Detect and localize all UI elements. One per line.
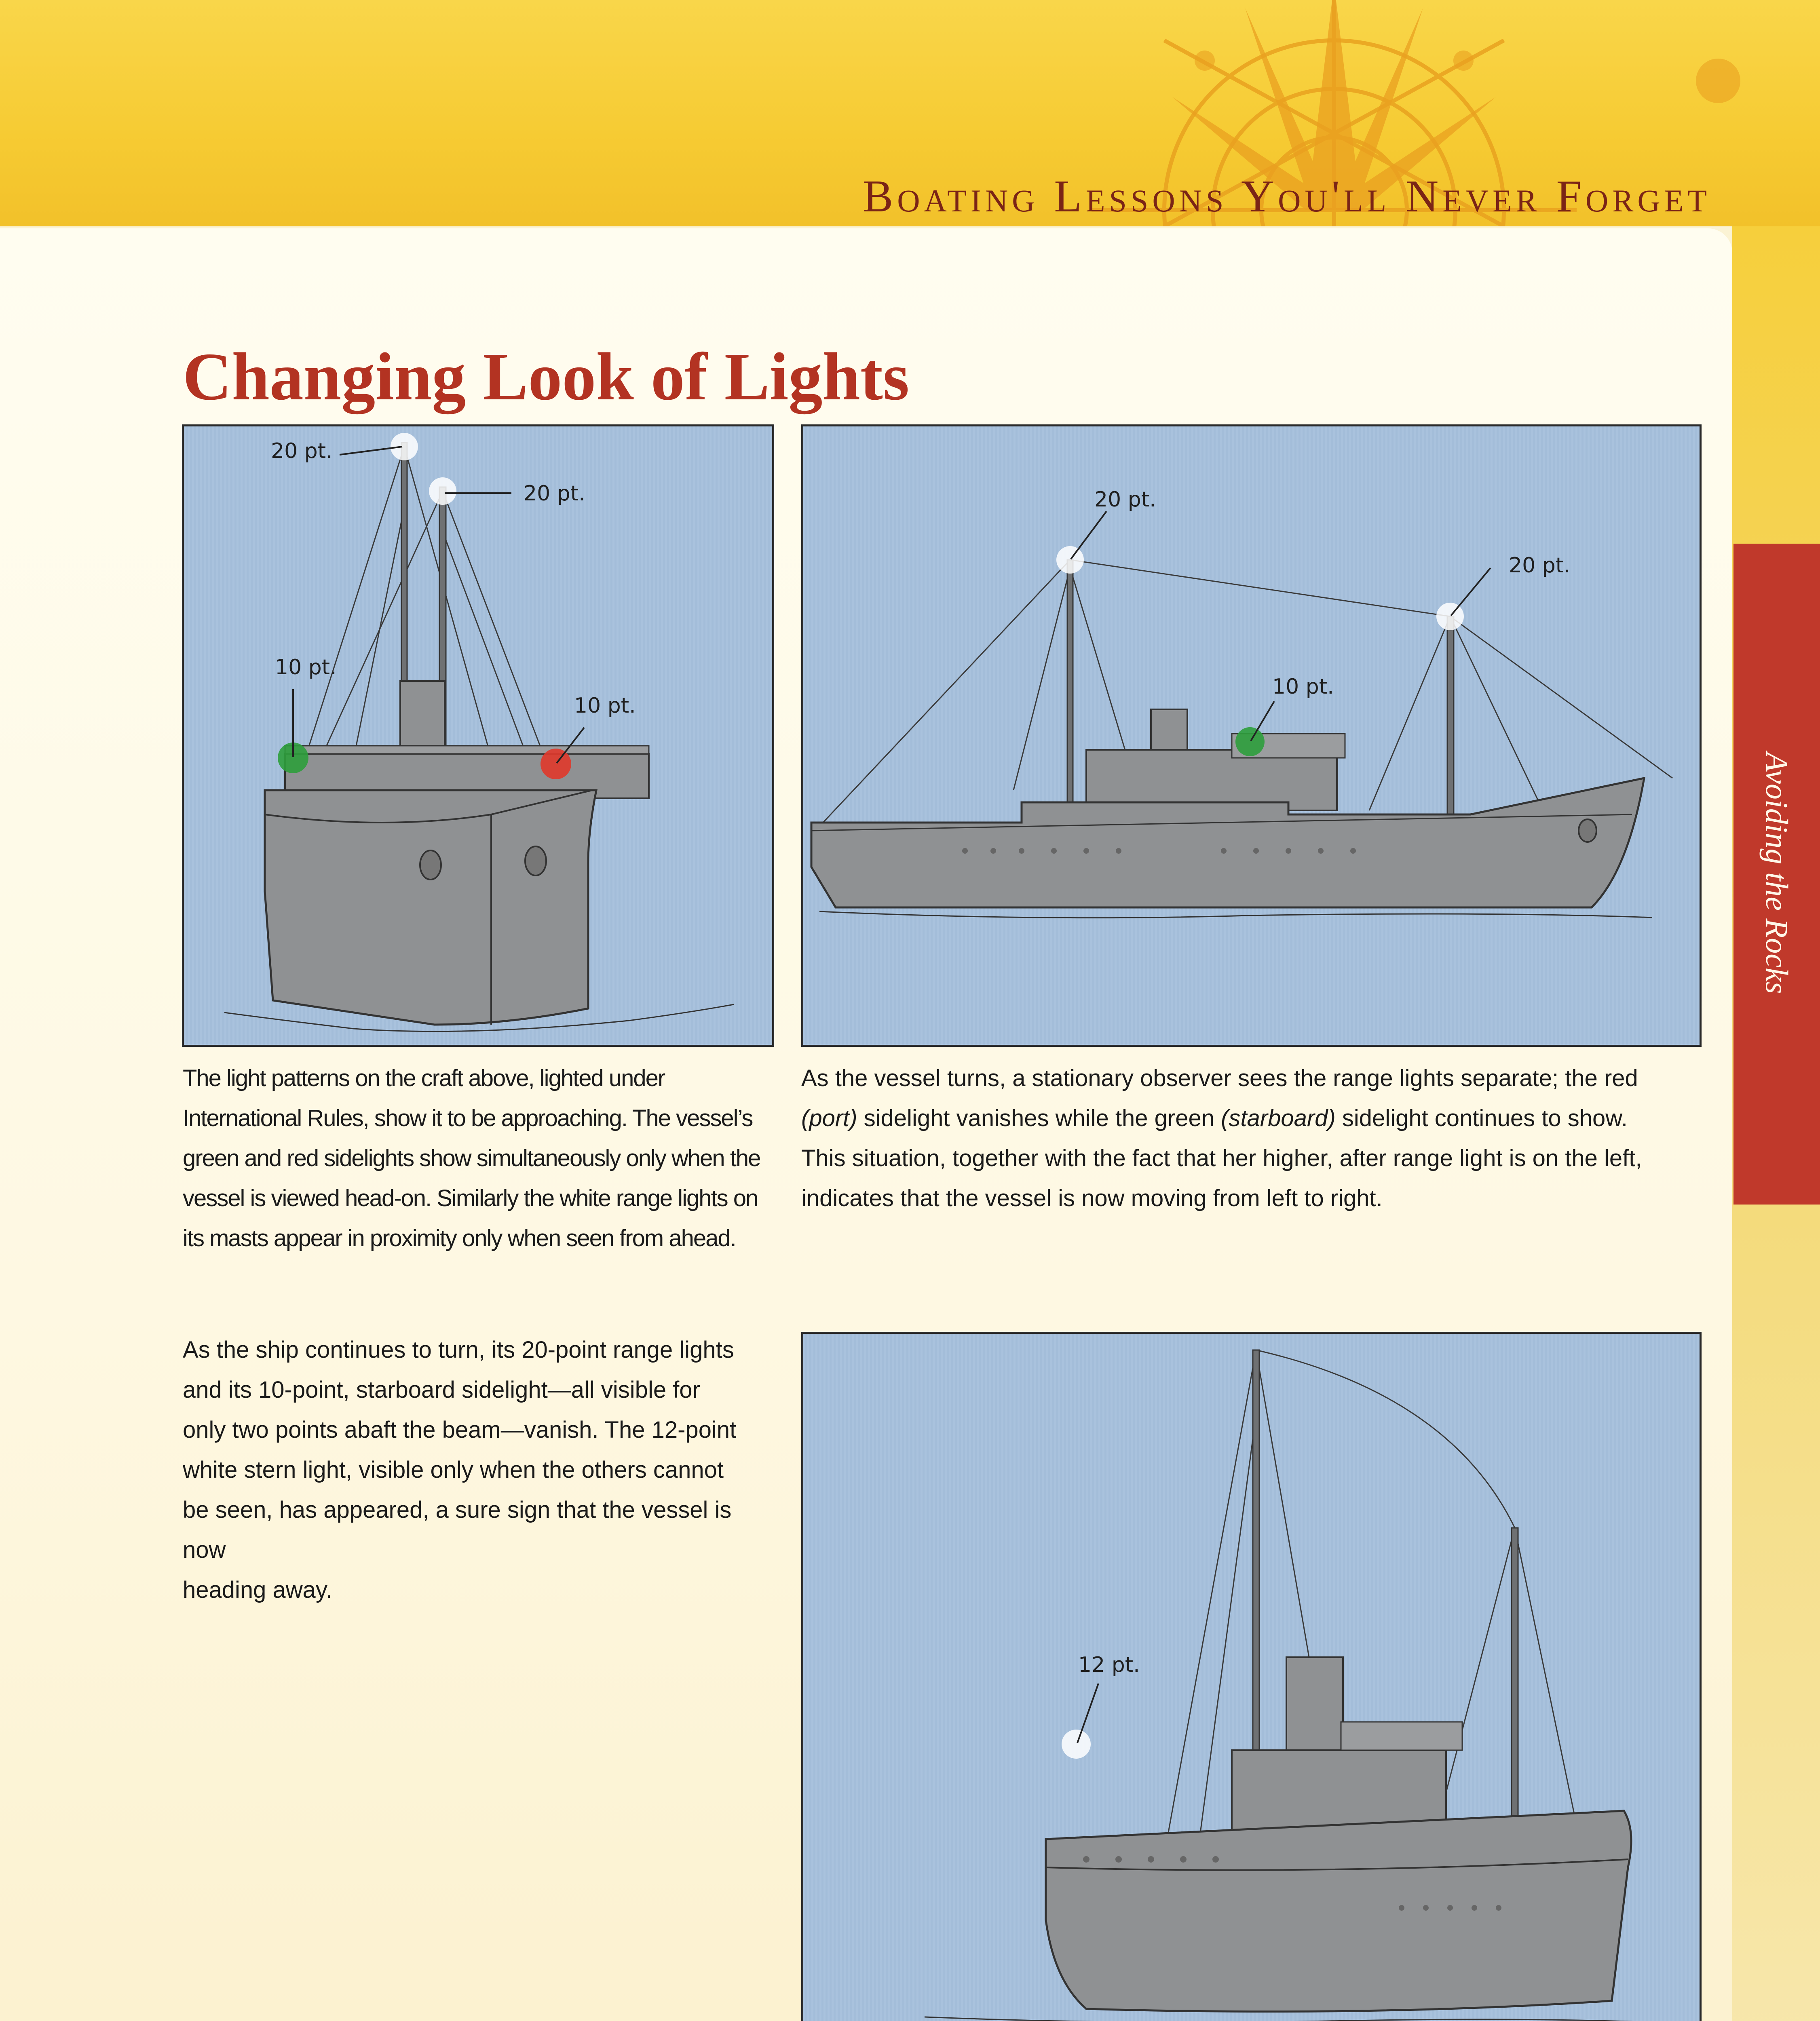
caption-line: International Rules, show it to be approaching. The vessel’s [183,1105,753,1131]
page-title: Changing Look of Lights [183,339,910,414]
section-tab-label: Avoiding the Rocks [1759,752,1795,994]
ship-stern-illustration [803,1334,1700,2021]
figure-head-on-ship [182,424,774,1047]
callout-label: 20 pt. [524,481,585,506]
caption-heading-away [183,1330,773,1610]
caption-turning [801,1058,1703,1218]
caption-starboard-term: (starboard) [1221,1105,1336,1131]
callout-label: 12 pt. [1078,1653,1140,1677]
ship-broadside-illustration [803,426,1700,1045]
caption-line: As the vessel turns, a stationary observer sees the range lights separate; the red [801,1065,1638,1091]
caption-line: heading away. [183,1577,332,1603]
caption-line: its masts appear in proximity only when seen from ahead. [183,1225,736,1251]
callout-label: 10 pt. [1272,675,1334,699]
caption-line: and its 10-point, starboard sidelight—all visible for [183,1377,700,1403]
caption-head-on [183,1058,777,1258]
caption-line: vessel is viewed head-on. Similarly the white range lights on [183,1185,758,1211]
caption-line: As the ship continues to turn, its 20-point range lights [183,1337,734,1363]
callout-label: 10 pt. [275,655,337,679]
caption-line: The light patterns on the craft above, lighted under [183,1065,665,1091]
caption-line: sidelight vanishes while the green [857,1105,1221,1131]
caption-line: green and red sidelights show simultaneously only when the [183,1145,760,1171]
figure-turning-ship [801,424,1702,1047]
caption-line: This situation, together with the fact that her higher, after range light is on the left, [801,1145,1642,1171]
callout-label: 20 pt. [271,439,333,463]
caption-line: white stern light, visible only when the others cannot [183,1457,724,1483]
running-header: Boating Lessons You'll Never Forget [863,171,1711,222]
callout-label: 20 pt. [1509,553,1571,578]
callout-label: 10 pt. [574,694,636,718]
caption-line: indicates that the vessel is now moving from left to right. [801,1185,1383,1211]
figure-heading-away-ship [801,1332,1702,2021]
caption-port-term: (port) [801,1105,857,1131]
caption-line: sidelight continues to show. [1335,1105,1628,1131]
caption-line: only two points abaft the beam—vanish. The 12-point [183,1417,737,1443]
callout-label: 20 pt. [1094,487,1156,512]
caption-line: be seen, has appeared, a sure sign that the vessel is now [183,1497,732,1563]
ship-head-on-illustration [184,426,772,1045]
header-band [0,0,1820,226]
